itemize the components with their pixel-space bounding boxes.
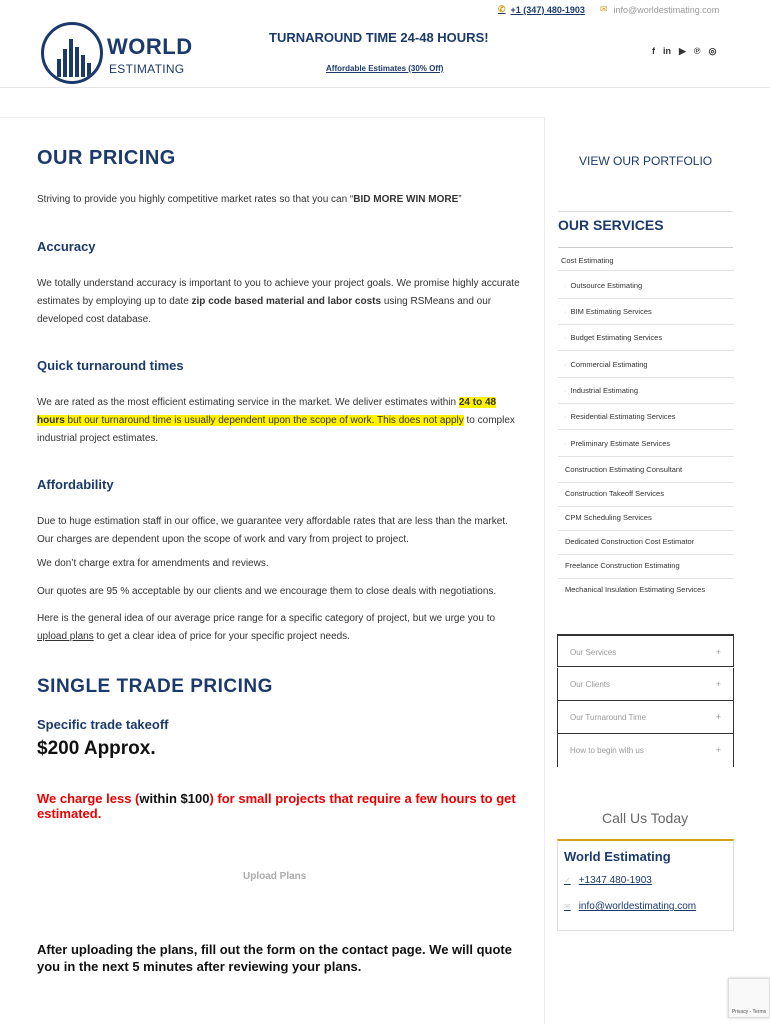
contact-email-link[interactable]: ✉ info@worldestimating.com — [564, 901, 697, 912]
recaptcha-badge[interactable]: Privacy - Terms — [728, 978, 770, 1018]
sidebar-item-bim[interactable]: · BIM Estimating Services — [558, 307, 734, 325]
phone-icon: ✆ — [498, 4, 506, 14]
sidebar-item-residential[interactable]: · Residential Estimating Services — [558, 412, 734, 430]
sidebar-item-outsource[interactable]: · Outsource Estimating — [558, 281, 734, 299]
accordion-how-to-begin[interactable]: How to begin with us + — [557, 734, 734, 767]
price-value: $200 Approx. — [37, 738, 156, 759]
accuracy-heading: Accuracy — [37, 239, 96, 254]
logo[interactable] — [41, 22, 201, 86]
quick-turnaround-text: We are rated as the most efficient estimating service in the market. We deliver estimates within 24 to 48 hours but our turnaround time is usually dependent upon the scope of work. This does not apply to complex industrial project estimates. — [37, 397, 515, 444]
instagram-icon[interactable]: ◎ — [708, 46, 717, 56]
logo-word-world: WORLD — [107, 34, 193, 59]
sidebar-item-industrial[interactable]: · Industrial Estimating — [558, 386, 734, 404]
sidebar-item-cost-estimating[interactable]: Cost Estimating — [558, 256, 734, 271]
phone-icon: ✓ — [564, 876, 571, 885]
affordability-text-1: Due to huge estimation staff in our office, we guarantee very affordable rates that are less than the market. Our charges are dependent upon the scope of work and vary from project to project. — [37, 516, 508, 545]
youtube-icon[interactable]: ▶ — [679, 46, 686, 56]
call-us-heading: Call Us Today — [602, 810, 689, 826]
sidebar-item-cpm[interactable]: CPM Scheduling Services — [558, 513, 734, 531]
top-contact-bar — [0, 0, 770, 18]
sidebar-item-consultant[interactable]: Construction Estimating Consultant — [558, 465, 734, 483]
services-divider — [558, 247, 733, 248]
page-title: OUR PRICING — [37, 147, 176, 169]
plus-icon: + — [715, 712, 721, 722]
sidebar-item-commercial[interactable]: · Commercial Estimating — [558, 360, 734, 378]
specific-trade-heading: Specific trade takeoff — [37, 717, 169, 732]
content-divider — [0, 117, 545, 118]
contact-box — [557, 839, 734, 931]
linkedin-icon[interactable]: in — [663, 46, 671, 56]
site-header — [0, 18, 770, 88]
social-links — [652, 46, 716, 57]
contact-phone-link[interactable]: ✓ +1347 480-1903 — [564, 875, 652, 886]
top-email-text: info@worldestimating.com — [613, 4, 720, 15]
contact-box-title: World Estimating — [564, 849, 671, 864]
accuracy-text: We totally understand accuracy is important to you to achieve your project goals. We promise highly accurate estimates by employing up to date zip code based material and labor costs using RSMeans and our developed cost database. — [37, 278, 520, 325]
sidebar-item-mechanical[interactable]: Mechanical Insulation Estimating Services — [565, 585, 706, 594]
sidebar-item-budget[interactable]: · Budget Estimating Services — [558, 333, 734, 351]
accordion-turnaround-time[interactable]: Our Turnaround Time + — [557, 701, 734, 734]
single-trade-heading: SINGLE TRADE PRICING — [37, 676, 273, 697]
upload-plans-link[interactable]: upload plans — [37, 631, 94, 642]
after-upload-text: After uploading the plans, fill out the form on the contact page. We will quote you in the next 5 minutes after reviewing your plans. — [37, 942, 512, 974]
quick-turnaround-heading: Quick turnaround times — [37, 358, 184, 373]
facebook-icon[interactable]: f — [652, 46, 655, 56]
top-email-link[interactable] — [600, 4, 719, 15]
top-phone-link[interactable] — [498, 4, 585, 15]
sidebar-item-freelance[interactable]: Freelance Construction Estimating — [558, 561, 734, 579]
top-phone-text: +1 (347) 480-1903 — [510, 4, 585, 15]
small-project-note: We charge less (within $100) for small projects that require a few hours to get estimated. — [37, 791, 516, 821]
affordability-heading: Affordability — [37, 477, 114, 492]
affordability-text-4: Here is the general idea of our average price range for a specific category of project, but we urge you to upload plans to get a clear idea of price for your specific project needs. — [37, 613, 496, 642]
plus-icon: + — [715, 679, 721, 689]
sidebar — [544, 117, 770, 1024]
affordability-text-2: We don’t charge extra for amendments and reviews. — [37, 558, 269, 569]
pinterest-icon[interactable]: ℗ — [693, 46, 701, 56]
logo-word-estimating: ESTIMATING — [109, 62, 185, 76]
mail-icon: ✉ — [564, 902, 571, 911]
view-portfolio-link[interactable]: VIEW OUR PORTFOLIO — [579, 154, 713, 168]
upload-plans-button[interactable]: Upload Plans — [243, 871, 307, 882]
mail-icon: ✉ — [600, 4, 608, 14]
accordion-our-services[interactable]: Our Services + — [557, 634, 734, 667]
accordion-our-clients[interactable]: Our Clients + — [557, 668, 734, 701]
sidebar-divider — [558, 211, 733, 212]
sidebar-item-dedicated[interactable]: Dedicated Construction Cost Estimator — [558, 537, 734, 555]
intro-text: Striving to provide you highly competitive market rates so that you can “BID MORE WIN MORE” — [37, 194, 462, 205]
plus-icon: + — [715, 745, 721, 755]
sidebar-item-preliminary[interactable]: · Preliminary Estimate Services — [558, 439, 734, 457]
sidebar-item-takeoff[interactable]: Construction Takeoff Services — [558, 489, 734, 507]
turnaround-banner: TURNAROUND TIME 24-48 HOURS! — [269, 30, 489, 45]
affordability-text-3: Our quotes are 95 % acceptable by our clients and we encourage them to close deals with negotiations. — [37, 586, 497, 597]
logo-emblem — [41, 22, 103, 84]
plus-icon: + — [715, 647, 721, 657]
affordable-estimates-link[interactable]: Affordable Estimates (30% Off) — [326, 64, 444, 73]
services-heading: OUR SERVICES — [558, 217, 664, 233]
